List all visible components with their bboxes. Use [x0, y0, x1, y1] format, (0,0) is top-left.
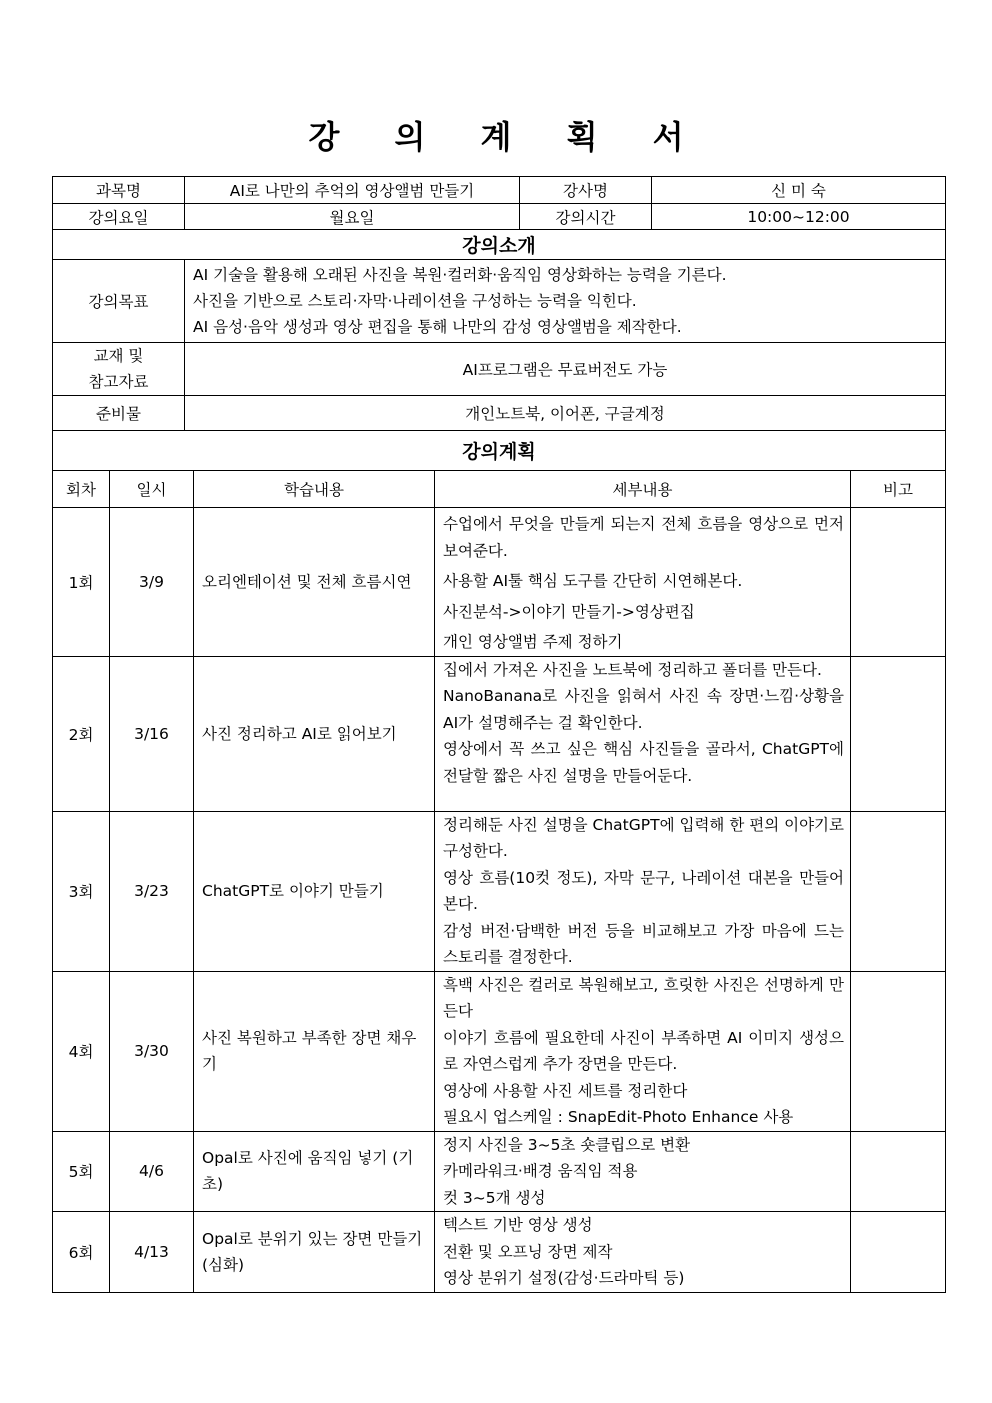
detail-line: 영상에 사용할 사진 세트를 정리한다: [443, 1081, 688, 1100]
detail-line: 영상에서 꼭 쓰고 싶은 핵심 사진들을 골라서, ChatGPT에 전달할 짧은 사진 설명을 만들어둔다.: [443, 740, 844, 785]
lecture-day-value: 월요일: [185, 204, 520, 230]
detail-line: 사진분석->이야기 만들기->영상편집: [443, 602, 695, 621]
goal-list: [185, 260, 946, 343]
detail-line: 영상 분위기 설정(감성·드라마틱 등): [443, 1269, 685, 1287]
date-cell: 4/13: [110, 1212, 194, 1293]
course-name-label: 과목명: [53, 177, 185, 204]
instructor-value: 신 미 숙: [652, 177, 946, 204]
detail-line: 컷 3~5개 생성: [443, 1188, 546, 1207]
detail-line: 전환 및 오프닝 장면 제작: [443, 1242, 613, 1261]
goal-item: 사진을 기반으로 스토리·자막·나레이션을 구성하는 능력을 익힌다.: [193, 292, 637, 310]
course-name-value: AI로 나만의 추억의 영상앨범 만들기: [185, 177, 520, 204]
column-header: 일시: [110, 471, 194, 508]
instructor-label: 강사명: [520, 177, 652, 204]
detail-line: 흑백 사진은 컬러로 복원해보고, 흐릿한 사진은 선명하게 만든다: [443, 975, 844, 1020]
textbook-label-line: 참고자료: [88, 373, 149, 391]
detail-line: 카메라워크·배경 움직임 적용: [443, 1162, 638, 1180]
textbook-label-line: 교재 및: [93, 347, 144, 365]
topic-cell: 사진 정리하고 AI로 읽어보기: [194, 656, 435, 811]
detail-line: 필요시 업스케일 : SnapEdit-Photo Enhance 사용: [443, 1108, 794, 1126]
table-row: [53, 656, 946, 811]
detail-cell: [435, 656, 851, 811]
goal-item: AI 기술을 활용해 오래된 사진을 복원·컬러화·움직임 영상화하는 능력을 기른다.: [193, 266, 727, 284]
detail-cell: [435, 811, 851, 971]
detail-line: 수업에서 무엇을 만들게 되는지 전체 흐름을 영상으로 먼저 보여준다.: [443, 515, 844, 560]
table-row: [53, 1212, 946, 1293]
topic-cell: 사진 복원하고 부족한 장면 채우기: [194, 971, 435, 1131]
prep-label: 준비물: [53, 396, 185, 431]
goal-label: 강의목표: [53, 260, 185, 343]
plan-header-row: [53, 471, 946, 508]
session-cell: 6회: [53, 1212, 110, 1293]
table-row: [53, 1131, 946, 1212]
note-cell: [851, 1212, 946, 1293]
date-cell: 4/6: [110, 1131, 194, 1212]
goal-item: AI 음성·음악 생성과 영상 편집을 통해 나만의 감성 영상앨범을 제작한다.: [193, 318, 682, 336]
lecture-day-label: 강의요일: [53, 204, 185, 230]
detail-line: 영상 흐름(10컷 정도), 자막 문구, 나레이션 대본을 만들어본다.: [443, 868, 844, 913]
detail-line: 집에서 가져온 사진을 노트북에 정리하고 폴더를 만든다.: [443, 660, 822, 679]
detail-line: 텍스트 기반 영상 생성: [443, 1216, 593, 1234]
table-row: [53, 508, 946, 657]
note-cell: [851, 1131, 946, 1212]
lecture-plan-table: [52, 470, 946, 1293]
detail-line: 정지 사진을 3~5초 숏클립으로 변환: [443, 1135, 691, 1154]
date-cell: 3/9: [110, 508, 194, 657]
session-cell: 3회: [53, 811, 110, 971]
detail-cell: [435, 1212, 851, 1293]
date-cell: 3/23: [110, 811, 194, 971]
session-cell: 2회: [53, 656, 110, 811]
note-cell: [851, 508, 946, 657]
session-cell: 5회: [53, 1131, 110, 1212]
intro-heading: 강의소개: [53, 230, 946, 260]
detail-line: 감성 버전·담백한 버전 등을 비교해보고 가장 마음에 드는 스토리를 결정한다.: [443, 921, 844, 966]
topic-cell: Opal로 분위기 있는 장면 만들기 (심화): [194, 1212, 435, 1293]
column-header: 회차: [53, 471, 110, 508]
textbook-value: AI프로그램은 무료버전도 가능: [185, 343, 946, 396]
lecture-time-label: 강의시간: [520, 204, 652, 230]
note-cell: [851, 971, 946, 1131]
page-title: 강 의 계 획 서: [308, 118, 706, 156]
topic-cell: ChatGPT로 이야기 만들기: [194, 811, 435, 971]
detail-line: 사용할 AI툴 핵심 도구를 간단히 시연해본다.: [443, 572, 743, 590]
detail-cell: [435, 971, 851, 1131]
note-cell: [851, 811, 946, 971]
column-header: 학습내용: [194, 471, 435, 508]
detail-line: 개인 영상앨범 주제 정하기: [443, 633, 623, 651]
topic-cell: 오리엔테이션 및 전체 흐름시연: [194, 508, 435, 657]
textbook-label: [53, 343, 185, 396]
column-header: 세부내용: [435, 471, 851, 508]
topic-cell: Opal로 사진에 움직임 넣기 (기초): [194, 1131, 435, 1212]
date-cell: 3/16: [110, 656, 194, 811]
detail-cell: [435, 1131, 851, 1212]
detail-cell: [435, 508, 851, 657]
table-row: [53, 811, 946, 971]
column-header: 비고: [851, 471, 946, 508]
prep-value: 개인노트북, 이어폰, 구글계정: [185, 396, 946, 431]
detail-line: NanoBanana로 사진을 읽혀서 사진 속 장면·느낌·상황을 AI가 설명해주는 걸 확인한다.: [443, 687, 844, 732]
note-cell: [851, 656, 946, 811]
table-row: [53, 971, 946, 1131]
detail-line: 이야기 흐름에 필요한데 사진이 부족하면 AI 이미지 생성으로 자연스럽게 추가 장면을 만든다.: [443, 1028, 844, 1073]
course-info-table: [52, 176, 946, 471]
date-cell: 3/30: [110, 971, 194, 1131]
session-cell: 1회: [53, 508, 110, 657]
detail-line: 정리해둔 사진 설명을 ChatGPT에 입력해 한 편의 이야기로 구성한다.: [443, 815, 844, 860]
session-cell: 4회: [53, 971, 110, 1131]
plan-heading: 강의계획: [53, 431, 946, 471]
lecture-time-value: 10:00~12:00: [652, 204, 946, 230]
